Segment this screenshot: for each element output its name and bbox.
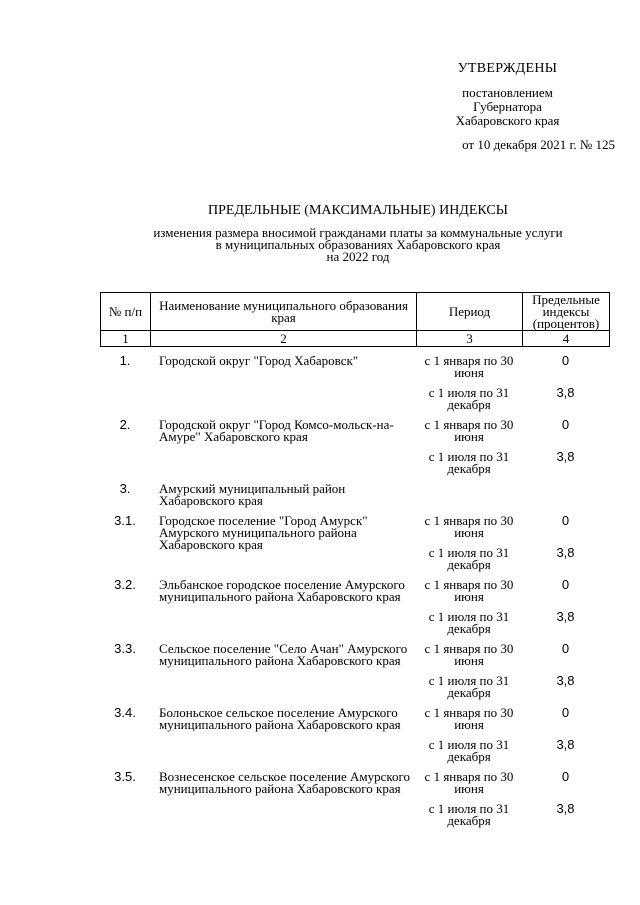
row-number: 3.4.	[114, 705, 136, 720]
table-row	[100, 507, 609, 571]
header-period: Период	[417, 293, 523, 331]
row-values	[522, 635, 609, 699]
table-body	[100, 347, 609, 827]
table-row	[100, 475, 609, 507]
row-name: Эльбанское городское поселение Амурского муниципального района Хабаровского края	[159, 577, 405, 604]
row-number: 3.	[119, 481, 131, 496]
index-value-cell: 3,8	[556, 609, 575, 624]
title-main: ПРЕДЕЛЬНЫЕ (МАКСИМАЛЬНЫЕ) ИНДЕКСЫ	[208, 203, 508, 218]
header-name: Наименование муниципального образования края	[151, 293, 417, 331]
approval-line-3: Хабаровского края	[455, 113, 560, 128]
table-row	[100, 763, 609, 827]
row-number: 1.	[119, 353, 131, 368]
table-row	[100, 699, 609, 763]
row-number: 3.5.	[114, 769, 136, 784]
period-cell: с 1 июля по 31 декабря	[428, 609, 510, 636]
row-values	[522, 571, 609, 635]
period-cell: с 1 января по 30 июня	[424, 577, 514, 604]
col-number-1: 1	[101, 331, 151, 347]
row-periods	[416, 571, 522, 635]
row-periods	[416, 635, 522, 699]
col-number-3: 3	[417, 331, 523, 347]
period-cell: с 1 января по 30 июня	[424, 641, 514, 668]
row-periods	[416, 699, 522, 763]
row-name: Городской округ "Город Комсо-мольск-на-Амуре" Хабаровского края	[159, 417, 394, 444]
title-sub-3: на 2022 год	[326, 249, 390, 264]
table-row	[100, 571, 609, 635]
approval-line-2: Губернатора	[473, 99, 542, 114]
index-value-cell: 3,8	[556, 737, 575, 752]
approval-block	[400, 60, 615, 152]
index-value-cell: 0	[561, 577, 570, 592]
index-value-cell: 0	[561, 769, 570, 784]
row-number: 3.1.	[114, 513, 136, 528]
col-number-2: 2	[151, 331, 417, 347]
period-cell: с 1 июля по 31 декабря	[428, 385, 510, 412]
index-value-cell: 3,8	[556, 385, 575, 400]
index-value-cell: 0	[561, 513, 570, 528]
row-number: 3.2.	[114, 577, 136, 592]
index-value-cell: 0	[561, 353, 570, 368]
row-name: Вознесенское сельское поселение Амурского муниципального района Хабаровского края	[159, 769, 411, 796]
header-num: № п/п	[101, 293, 151, 331]
index-value-cell: 3,8	[556, 449, 575, 464]
row-name: Городское поселение "Город Амурск" Амурского муниципального района Хабаровского края	[159, 513, 368, 552]
row-values	[522, 411, 609, 475]
row-number: 2.	[119, 417, 131, 432]
table-row	[100, 411, 609, 475]
period-cell: с 1 июля по 31 декабря	[428, 449, 510, 476]
row-values	[522, 347, 609, 411]
row-periods	[416, 475, 522, 507]
table-header	[100, 292, 610, 347]
header-index: Предельные индексы (процентов)	[523, 293, 610, 331]
row-values	[522, 699, 609, 763]
row-periods	[416, 763, 522, 827]
row-name: Болоньское сельское поселение Амурского муниципального района Хабаровского края	[159, 705, 401, 732]
row-name: Сельское поселение "Село Ачан" Амурского муниципального района Хабаровского края	[159, 641, 408, 668]
period-cell: с 1 января по 30 июня	[424, 769, 514, 796]
period-cell: с 1 января по 30 июня	[424, 417, 514, 444]
index-value-cell: 0	[561, 705, 570, 720]
row-values	[522, 475, 609, 507]
period-cell: с 1 января по 30 июня	[424, 705, 514, 732]
period-cell: с 1 января по 30 июня	[424, 353, 514, 380]
period-cell: с 1 июля по 31 декабря	[428, 545, 510, 572]
row-name: Амурский муниципальный район Хабаровского края	[159, 481, 346, 508]
row-periods	[416, 347, 522, 411]
title-sub-2: в муниципальных образованиях Хабаровского края	[215, 237, 501, 252]
index-value-cell: 0	[561, 641, 570, 656]
col-number-4: 4	[523, 331, 610, 347]
title-sub-1: изменения размера вносимой гражданами платы за коммунальные услуги	[153, 225, 563, 240]
row-name: Городской округ "Город Хабаровск"	[159, 353, 359, 368]
approval-date: от 10 декабря 2021 г. № 125	[462, 137, 615, 152]
row-periods	[416, 507, 522, 571]
row-number: 3.3.	[114, 641, 136, 656]
index-value-cell: 3,8	[556, 545, 575, 560]
table-row	[100, 347, 609, 411]
index-value-cell: 3,8	[556, 673, 575, 688]
row-values	[522, 507, 609, 571]
approval-heading: УТВЕРЖДЕНЫ	[457, 61, 558, 76]
period-cell: с 1 июля по 31 декабря	[428, 673, 510, 700]
document-title	[100, 203, 616, 263]
table-row	[100, 635, 609, 699]
index-value-cell: 0	[561, 417, 570, 432]
index-value-cell: 3,8	[556, 801, 575, 816]
row-periods	[416, 411, 522, 475]
period-cell: с 1 июля по 31 декабря	[428, 801, 510, 828]
period-cell: с 1 января по 30 июня	[424, 513, 514, 540]
period-cell: с 1 июля по 31 декабря	[428, 737, 510, 764]
approval-line-1: постановлением	[462, 85, 553, 100]
row-values	[522, 763, 609, 827]
